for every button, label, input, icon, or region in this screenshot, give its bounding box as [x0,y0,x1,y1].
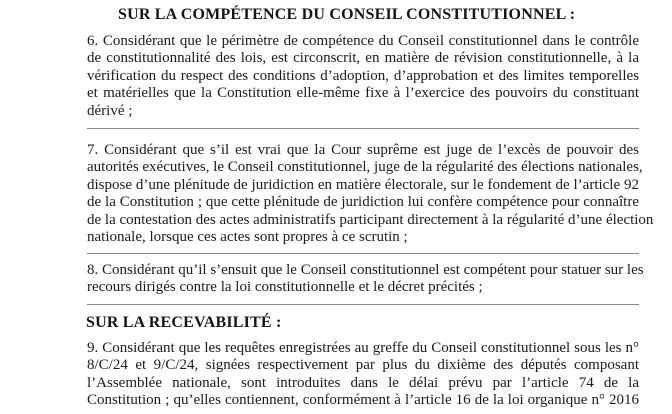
paragraph-9-line: 9. Considérant que les requêtes enregistrées au greffe du Conseil constitutionnel sous les n° [87,340,639,356]
paragraph-6-line: 6. Considérant que le périmètre de compétence du Conseil constitutionnel dans le contrôle [87,33,639,49]
paragraph-9 [87,340,639,410]
paragraph-6-line: et matérielles que la Constitution elle-même fixe à l’exercice des pouvoirs du constituant [87,85,639,102]
separator-line [87,304,639,305]
paragraph-9-line: l’Assemblée nationale, sont introduites dans le délai prévu par l’article 74 de la [87,374,639,391]
paragraph-8 [87,262,644,297]
separator-line [87,128,639,129]
paragraph-7-line: de la Constitution ; que cette plénitude de juridiction lui confère compétence pour connaître [87,194,639,211]
paragraph-7-line: dispose d’une plénitude de juridiction en matière électorale, sur le fondement de l’article 92 [87,176,639,193]
paragraph-6-line: de constitutionnalité des lois, est circonscrit, en matière de révision constitutionnelle, à la [87,50,639,67]
paragraph-7-line: de la contestation des actes administratifs participant directement à la régularité d’une élection [87,211,654,228]
paragraph-6-line: vérification du respect des conditions d’adoption, d’approbation et des limites temporelles [87,67,639,84]
paragraph-7-line: 7. Considérant que s’il est vrai que la Cour suprême est juge de l’excès de pouvoir des [87,142,639,158]
paragraph-6-line: dérivé ; [87,102,133,119]
paragraph-7 [87,142,654,246]
paragraph-7-line: autorités exécutives, le Conseil constitutionnel, juge de la régularité des élections nationales, [87,159,643,176]
section-heading-competence: SUR LA COMPÉTENCE DU CONSEIL CONSTITUTIONNEL : [118,6,576,23]
paragraph-7-line: nationale, lorsque ces actes sont propres à ce scrutin ; [87,228,408,245]
paragraph-9-line: Constitution ; qu’elles contiennent, conformément à l’article 16 de la loi organique n° 2016 [87,392,639,409]
section-heading-recevabilite: SUR LA RECEVABILITÉ : [86,314,282,331]
paragraph-6 [87,33,639,120]
paragraph-9-line: 8/C/24 et 9/C/24, signées respectivement par plus du dixième des députés composant [87,357,639,374]
paragraph-8-line: recours dirigés contre la loi constitutionnelle et le décret précités ; [87,279,483,296]
paragraph-8-line: 8. Considérant qu’il s’ensuit que le Conseil constitutionnel est compétent pour statuer sur les [87,262,644,278]
separator-line [87,253,639,254]
